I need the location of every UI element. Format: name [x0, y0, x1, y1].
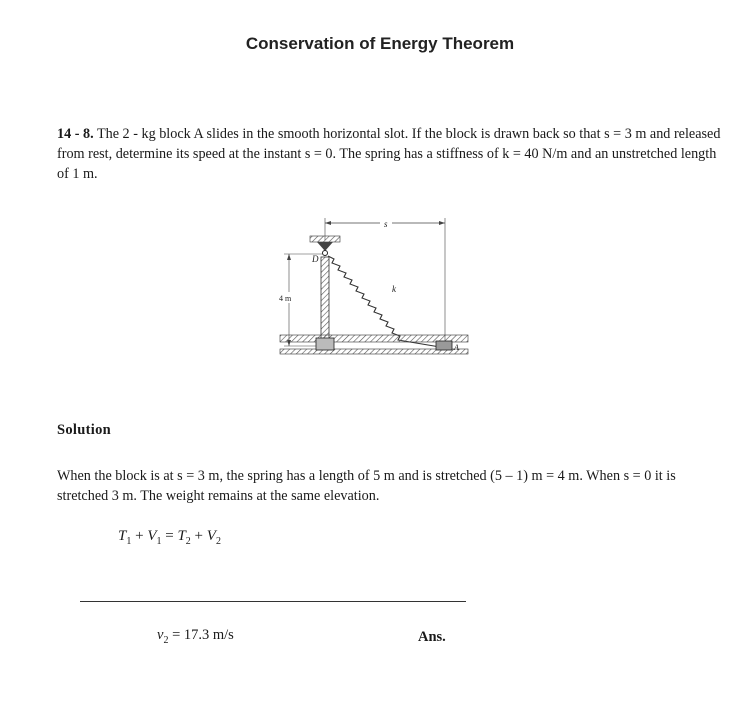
problem-text: The 2 - kg block A slides in the smooth horizontal slot. If the block is drawn back so that s = 3 m and released from rest, determine its speed at the instant s = 0. The spring has a stiffness of k = 40 N/m and an unstretched length of 1 m. — [57, 126, 721, 182]
eq-v1-sub: 1 — [156, 536, 162, 547]
pivot-bracket — [317, 242, 333, 251]
block-a — [436, 341, 452, 350]
spring-base-block — [316, 338, 334, 350]
top-support — [310, 236, 340, 242]
answer-label: Ans. — [418, 629, 446, 645]
eq-v2: V — [206, 528, 216, 544]
eq-v2-sub: 2 — [215, 536, 221, 547]
divider-line — [80, 601, 466, 602]
label-4m: 4 m — [279, 294, 292, 303]
solution-text: When the block is at s = 3 m, the spring has a length of 5 m and is stretched (5 – 1) m = 4 m. When s = 0 it is stretched 3 m. The weight remains at the same elevation. — [57, 468, 676, 504]
vertical-spring — [321, 257, 329, 339]
label-a: A — [454, 343, 459, 352]
diagonal-spring — [328, 256, 440, 347]
problem-number: 14 - 8. — [57, 126, 94, 142]
pivot-pin — [323, 251, 328, 256]
solution-heading: Solution — [57, 422, 111, 438]
eq-t2-sub: 2 — [185, 536, 191, 547]
eq-t1-sub: 1 — [126, 536, 132, 547]
result-sub: 2 — [163, 634, 169, 646]
eq-v1: V — [147, 528, 157, 544]
spring-block-diagram — [270, 210, 480, 360]
eq-t2: T — [177, 528, 186, 544]
result-value: = 17.3 m/s — [172, 627, 234, 643]
result-var: v — [157, 627, 164, 643]
label-k: k — [392, 284, 396, 294]
label-d: D — [312, 254, 319, 264]
result-line — [157, 627, 234, 646]
eq-t1: T — [118, 528, 127, 544]
problem-statement — [57, 124, 727, 184]
label-s: s — [384, 219, 388, 229]
page-title: Conservation of Energy Theorem — [245, 34, 515, 53]
energy-equation: $T_1 + V_1 = T_2 + V_2$ — [118, 528, 221, 547]
